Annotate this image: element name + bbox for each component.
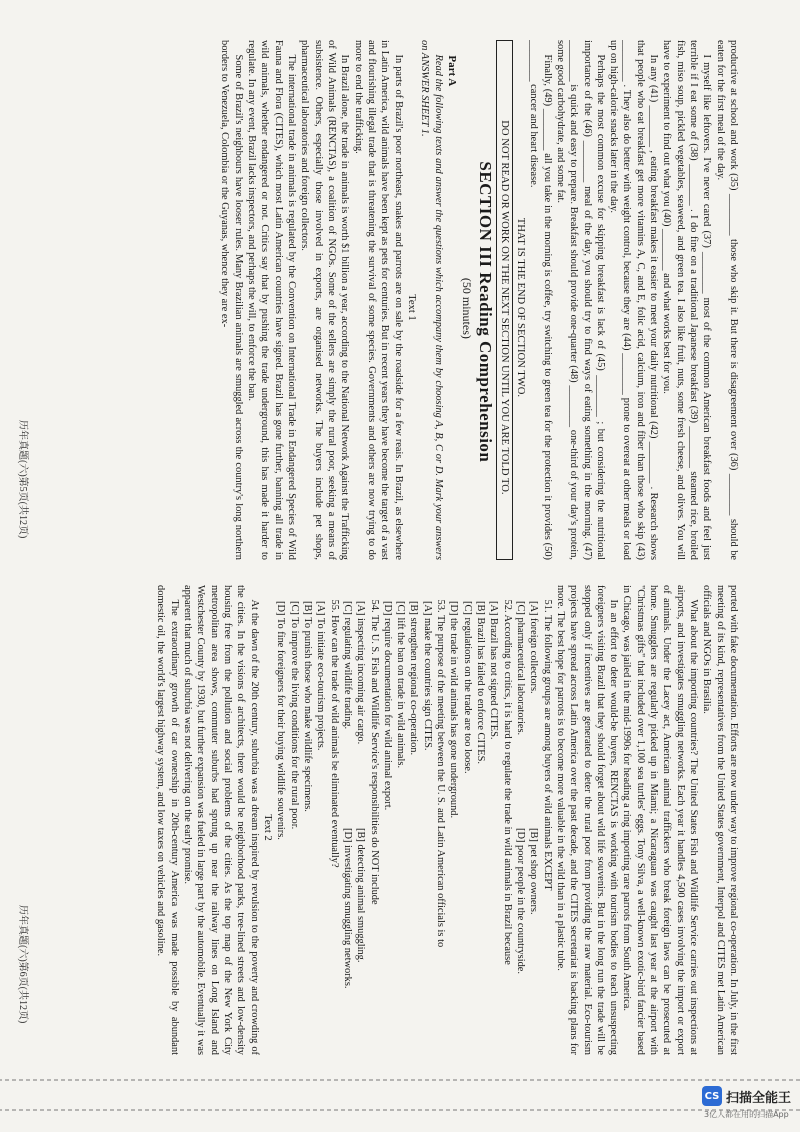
option-c: [C] regulating wildlife trading. (341, 601, 353, 730)
binding-cut-line (0, 1066, 800, 1094)
part-a-heading: Part A (445, 55, 458, 87)
option-c: [C] regulations on the trade are too loose. (461, 601, 473, 774)
text-1-paragraph: In parts of Brazil's poor northeast, snakes and parrots are on sale by the roadside for a few reais. In Brazil, as elsewhere in Latin America, wild animals have been kept as pets for centuries. But in recent years they have become the target of a vast and flourishing illegal trade that is threatening the survival of some species. Governments and others are now trying to do more to end the trafficking. (352, 40, 404, 560)
question-51-options (514, 585, 527, 1055)
option-d: [D] investigating smuggling networks. (341, 828, 353, 989)
option-b: [B] detecting animal smuggling. (355, 828, 367, 963)
question-51-options (527, 585, 540, 1055)
text-1-paragraph: The international trade in animals is regulated by the Convention on International Trade in Endangered Species of Wild Fauna and Flora (CITES), which most Latin American countries have signed. Brazil has gone further, banning all trade in wild animals, whether endangered or not. Critics say that by pushing the trade underground, this has made it harder to regulate. In any event, Brazil lacks inspectors, and perhaps the will, to enforce the ban. (246, 40, 298, 560)
question-54-options (341, 585, 354, 1055)
option-a: [A] foreign collectors. (528, 601, 540, 694)
option-d: [D] require documentation for wild animal export. (381, 601, 393, 811)
question-54: 54. The U. S. Fish and Wildlife Service's responsibilities do NOT include (368, 599, 380, 905)
option-a: [A] make the countries sign CITES. (421, 601, 433, 751)
option-b: [B] Brazil has failed to enforce CITES. (475, 601, 487, 765)
question-55: 55. How can the trade of wild animals be eliminated eventually? (328, 599, 340, 868)
option-c: [C] pharmaceutical laboratories. (515, 601, 526, 736)
question-53: 53. The purpose of the meeting between the U. S. and Latin American officials is to (435, 599, 447, 948)
watermark-row (702, 1086, 800, 1106)
text-1-paragraph: What about the importing countries? The United States Fish and Wildlife Service carries out inspections at airports, and investigates smuggling networks. Each year it handles 4,500 cases involving the import or export of animals. Under the Lacey act, American animal traffickers who break foreign laws can be prosecuted at home. Smugglers are regularly picked up in Miami; a Nicaraguan was caught last year at the airport with "Christmas gifts" that included over 1,100 sea turtles' eggs. Tony Silva, a well-known exotic-bird fancier based in Chicago, was jailed in the mid-1990s for heading a ring importing rare parrots from South America. (621, 585, 700, 1055)
option-a: [A] To initiate eco-tourism projects. (315, 601, 327, 751)
option-c: [C] To improve the living conditions for the rural poor. (288, 601, 300, 830)
watermark-app-name: 扫描全能王 (726, 1090, 792, 1106)
page-footer-5: 历年真题(六)第5页(共12页) (17, 420, 28, 539)
part-a-instruction: Read the following texts and answer the questions which accompany them by choosing A, B, C or D. Mark your answers on ANSWER SHEET 1. (419, 40, 444, 560)
page-footer-6: 历年真题(六)第6页(共12页) (17, 905, 28, 1024)
cloze-paragraph: Finally, (49) ________ all you take in the morning is coffee, try switching to green tea for the protection it provides (50) ________ cancer and heart disease. (528, 40, 553, 560)
option-b: [B] strengthen regional co-operation. (408, 601, 420, 756)
option-a: [A] Brazil has not signed CITES. (488, 601, 500, 740)
cloze-paragraph: Perhaps the most common excuse for skipping breakfast is lack of (45) ________ ; but considering the nutritional importance of the (46) ________ meal of the day, you should try to find ways of eating something in the morning. (47) ________ is quick and easy to prepare. Breakfast should provide one-quarter (48) ________ one-third of your day's protein, some good carbohydrate, and some fat. (554, 40, 606, 560)
text-1-paragraph: ported with fake documentation. Efforts are now under way to improve regional co-operation. In July, in the first meeting of its kind, representatives from the United States government, Interpol and CITES met Latin American officials and NGOs in Brasilia. (701, 585, 739, 1055)
text-1-paragraph: In an effort to deter would-be buyers, RENCTAS is working with tourism bodies to teach unsuspecting foreigners visiting Brazil that they should forget about wild life souvenirs. But in the long run the trade will be stopped only if incentives are generated to deter the rural poor from providing the raw material. Eco-tourism projects have spread across Latin America over the past decade, and the CITES secretariat is backing plans for more. The best hope for parrots is to become more valuable in the wild than in a plastic tube. (554, 585, 620, 1055)
camscanner-logo-icon: CS (702, 1086, 722, 1106)
text-2-heading: Text 2 (262, 814, 274, 841)
section-title: SECTION III Reading Comprehension (475, 161, 495, 463)
cloze-paragraph: I myself like leftovers. I've never cared (37) ________ most of the common American breakfast foods and feel just terrible if I eat some of (38) ________ . I do fine on a traditional Japanese breakfast (39) ________ steamed rice, broiled fish, miso soup, pickled vegetables, seaweed, and green tea. I also like fruit, nuts, some fresh cheese, and olives. You will have to experiment to find out what you (40) ________ and what works best for you. (661, 40, 713, 560)
option-c: [C] lift the ban on trade in wild animals. (395, 601, 407, 769)
option-d: [D] poor people in the countryside. (515, 828, 526, 975)
text-2-paragraph: The extraordinary growth of car ownership in 20th-century America was made possible by abundant domestic oil, the world's largest highway system, and low taxes on vehicles and gasoline. (155, 585, 180, 1055)
option-d: [D] To fine foreigners for their buying wildlife souvenirs. (275, 601, 287, 840)
option-a: [A] inspecting incoming air cargo. (355, 601, 367, 745)
option-b: [B] To punish those who make wildlife specimens. (302, 601, 313, 812)
text-1-paragraph: Some of Brazil's neighbours have looser rules. Many Brazilian animals are smuggled across the country's long northern borders to Venezuela, Colombia or the Guyanas, whence they are ex- (219, 40, 244, 560)
option-b: [B] pet shop owners. (528, 828, 540, 915)
watermark-tagline: 3亿人都在用的扫描App (704, 1110, 789, 1119)
cloze-paragraph: In any (41) ________ , eating breakfast makes it easier to meet your daily nutritional (42) ________ . Research shows that people who eat breakfast get more vitamins A, C, and E, folic acid, calcium, iron and fiber than those who skip (43) ________ . They also do better with weight control, because they are (44) ________ prone to overeat at other meals or load up on high-calorie snacks later in the day. (608, 40, 660, 560)
binding-cut-line (0, 1096, 800, 1124)
section-minutes: (50 minutes) (460, 277, 475, 339)
question-52: 52. According to critics, it is hard to regulate the trade in wild animals in Brazil because (501, 599, 513, 965)
exam-page-6 (50, 585, 740, 1055)
text-2-paragraph: At the dawn of the 20th century, suburbia was a dream inspired by revulsion to the poverty and crowding of the cities. In the visions of architects, there would be neighborhood parks, tree-lined streets and low-density housing free from the pollution and social problems of the cities. As the top map of the New York City metropolitan area shows, commuter suburbs had sprung up near the railway lines on Long Island and Westchester County by 1930, but further expansion was fueled in large part by the automobile. Eventually it was apparent that much of suburbia was not delivering on the early promise. (181, 585, 260, 1055)
question-51: 51. The following groups are among buyers of wild animals EXCEPT (541, 599, 553, 891)
text-1-paragraph: In Brazil alone, the trade in animals is worth $1 billion a year, according to the National Network Against the Trafficking of Wild Animals (RENCTAS), a coalition of NGOs. Some of the sellers are simply the rural poor, seeking a means of subsistence. Others, especially those involved in exports, are organised networks. The buyers include pet shops, pharmaceutical laboratories and foreign collectors. (299, 40, 351, 560)
scanner-watermark (702, 1086, 800, 1120)
text-1-heading: Text 1 (406, 294, 418, 321)
end-of-section-note: THAT IS THE END OF SECTION TWO. (515, 217, 526, 398)
option-d: [D] the trade in wild animals has gone underground. (448, 601, 460, 819)
cloze-paragraph: productive at school and work (35) ________ those who skip it. But there is disagreement over (36) ________ should be eaten for the first meal of the day. (714, 40, 739, 560)
exam-page-5 (50, 40, 740, 560)
question-54-options (354, 585, 367, 1055)
do-not-read-box: DO NOT READ OR WORK ON THE NEXT SECTION UNTIL YOU ARE TOLD TO. (496, 40, 514, 560)
